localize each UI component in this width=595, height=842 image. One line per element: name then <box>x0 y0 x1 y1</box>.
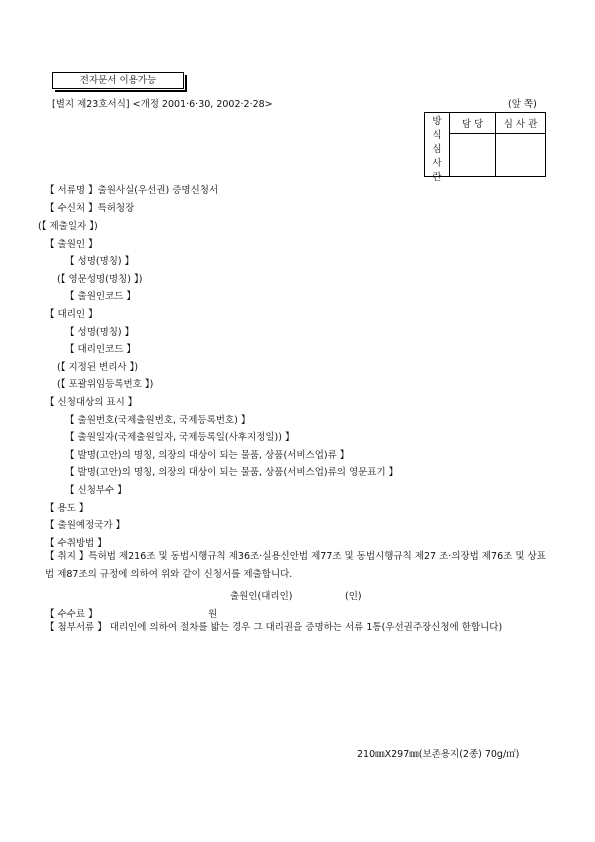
field-invention-title-en: 【 발명(고안)의 명칭, 의장의 대상이 되는 물품, 상품(서비스업)류의 영문표기 】 <box>65 467 399 478</box>
approval-header: 방 식 심 사 란 <box>425 113 450 177</box>
approval-col-examiner: 심 사 관 <box>496 113 546 134</box>
approval-col-staff: 담 당 <box>450 113 496 134</box>
field-general-power-number: (【 포괄위임등록번호 】) <box>57 379 154 390</box>
field-agent-name: 【 성명(명칭) 】 <box>65 327 135 338</box>
field-submit-date: (【 제출일자 】) <box>38 221 98 232</box>
field-applicant: 【 출원인 】 <box>45 239 98 250</box>
page-side-label: (앞 쪽) <box>508 99 537 110</box>
approval-staff-cell[interactable] <box>450 133 496 176</box>
field-application-number: 【 출원번호(국제출원번호, 국제등록번호) 】 <box>65 415 251 426</box>
field-agent: 【 대리인 】 <box>45 309 98 320</box>
field-invention-title: 【 발명(고안)의 명칭, 의장의 대상이 되는 물품, 상품(서비스업)류 】 <box>65 450 350 461</box>
fee-unit: 원 <box>208 609 218 620</box>
field-copies: 【 신청부수 】 <box>65 485 127 496</box>
approval-box <box>424 112 546 183</box>
field-applicant-name: 【 성명(명칭) 】 <box>65 256 135 267</box>
signer-label: 출원인(대리인) <box>230 591 293 602</box>
field-fee: 【 수수료 】 <box>45 609 98 620</box>
field-application-date: 【 출원일자(국제출원일자, 국제등록일(사후지정일)) 】 <box>65 432 295 443</box>
seal-mark: (인) <box>345 591 362 602</box>
field-document-title: 【 서류명 】출원사실(우선권) 증명신청서 <box>45 185 219 196</box>
electronic-document-badge: 전자문서 이용가능 <box>52 72 184 89</box>
field-designated-attorney: (【 지정된 변리사 】) <box>57 362 139 373</box>
field-applicant-name-en: (【 영문성명(명칭) 】) <box>57 274 143 285</box>
field-target-country: 【 출원예정국가 】 <box>45 520 126 531</box>
field-receive-method: 【 수취방법 】 <box>45 538 107 549</box>
approval-examiner-cell[interactable] <box>496 133 546 176</box>
paper-spec-footer: 210㎜X297㎜(보존용지(2종) 70g/㎡) <box>357 749 520 760</box>
field-recipient: 【 수신처 】특허청장 <box>45 203 135 214</box>
form-reference: [별지 제23호서식] <개정 2001·6·30, 2002·2·28> <box>52 99 273 110</box>
field-attachments: 【 첨부서류 】 대리인에 의하여 절차를 밟는 경우 그 대리권을 증명하는 서류 1통(우선권주장신청에 한합니다) <box>45 622 503 633</box>
field-request-target: 【 신청대상의 표시 】 <box>45 397 138 408</box>
field-purpose: 【 용도 】 <box>45 503 89 514</box>
field-applicant-code: 【 출원인코드 】 <box>65 291 136 302</box>
field-agent-code: 【 대리인코드 】 <box>65 344 136 355</box>
field-purport: 【 취지 】특허법 제216조 및 동법시행규칙 제36조·실용신안법 제77조 및 동법시행규칙 제27 조·의장법 제76조 및 상표법 제87조의 규정에 의하여 위와 같이 신청서를 제출합니다. <box>45 551 546 580</box>
